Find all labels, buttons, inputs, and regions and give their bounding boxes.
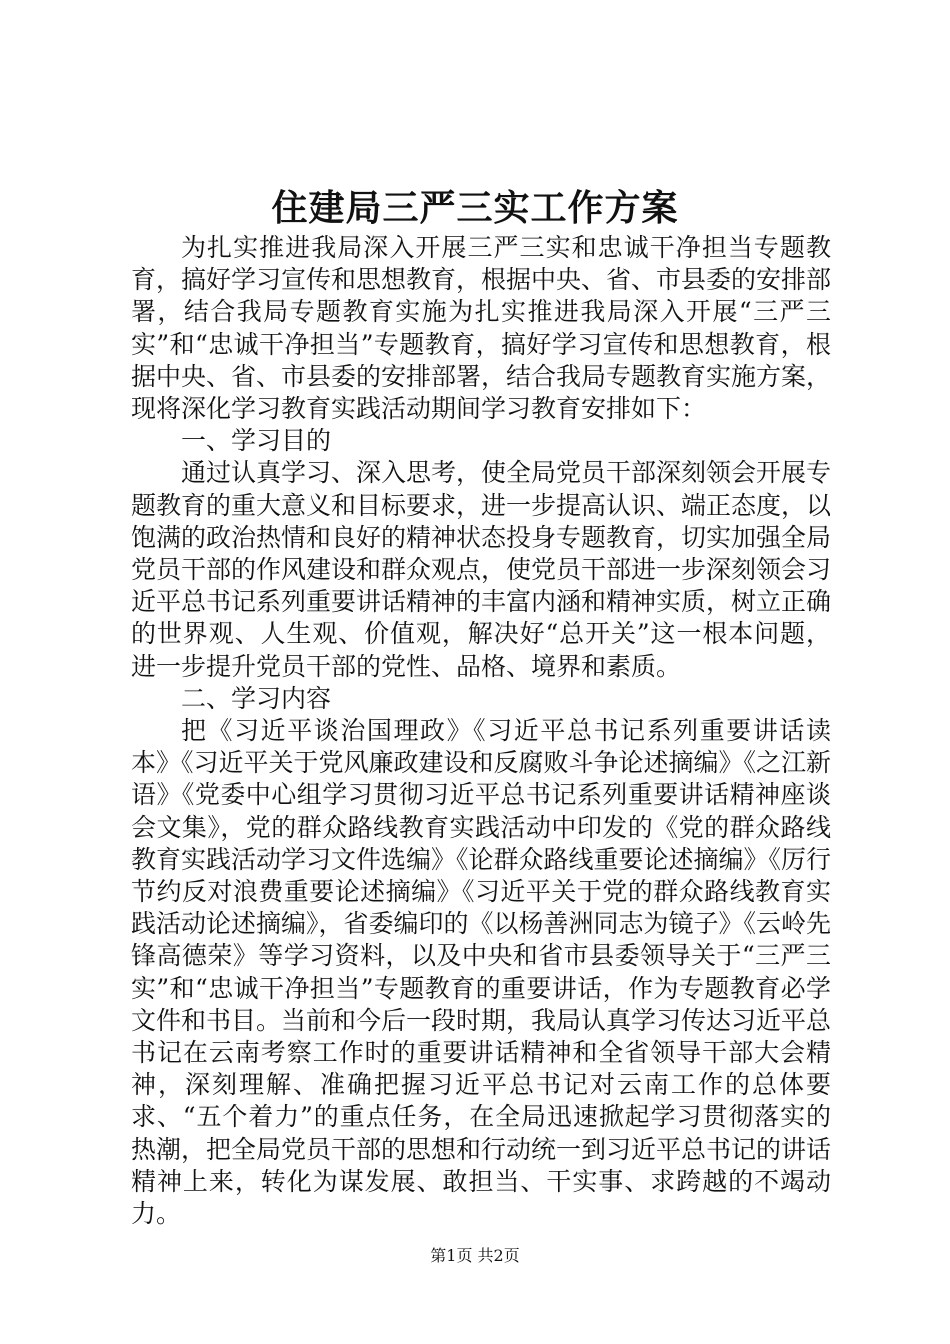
document-body — [131, 232, 831, 1230]
page-number-footer: 第1页 共2页 — [430, 1246, 520, 1265]
section-heading-study-purpose: 一、学习目的 — [181, 426, 332, 456]
section-heading-study-content: 二、学习内容 — [181, 683, 332, 713]
study-content-paragraph: 把《习近平谈治国理政》《习近平总书记系列重要讲话读本》《习近平关于党风廉政建设和反腐败斗争论述摘编》《之江新语》《党委中心组学习贯彻习近平总书记系列重要讲话精神座谈会文集》，党的群众路线教育实践活动中印发的《党的群众路线教育实践活动学习文件选编》《论群众路线重要论述摘编》《厉行节约反对浪费重要论述摘编》《习近平关于党的群众路线教育实践活动论述摘编》，省委编印的《以杨善洲同志为镜子》《云岭先锋高德荣》等学习资料，以及中央和省市县委领导关于“三严三实”和“忠诚干净担当”专题教育的重要讲话，作为专题教育必学文件和书目。当前和今后一段时期，我局认真学习传达习近平总书记在云南考察工作时的重要讲话精神和全省领导干部大会精神，深刻理解、准确把握习近平总书记对云南工作的总体要求、“五个着力”的重点任务，在全局迅速掀起学习贯彻落实的热潮，把全局党员干部的思想和行动统一到习近平总书记的讲话精神上来，转化为谋发展、敢担当、干实事、求跨越的不竭动力。 — [131, 716, 832, 1229]
study-purpose-paragraph: 通过认真学习、深入思考，使全局党员干部深刻领会开展专题教育的重大意义和目标要求，进一步提高认识、端正态度，以饱满的政治热情和良好的精神状态投身专题教育，切实加强全局党员干部的作风建设和群众观点，使党员干部进一步深刻领会习近平总书记系列重要讲话精神的丰富内涵和精神实质，树立正确的世界观、人生观、价值观，解决好“总开关”这一根本问题，进一步提升党员干部的党性、品格、境界和素质。 — [131, 458, 832, 681]
intro-paragraph: 为扎实推进我局深入开展三严三实和忠诚干净担当专题教育，搞好学习宣传和思想教育，根据中央、省、市县委的安排部署，结合我局专题教育实施为扎实推进我局深入开展“三严三实”和“忠诚干净担当”专题教育，搞好学习宣传和思想教育，根据中央、省、市县委的安排部署，结合我局专题教育实施方案，现将深化学习教育实践活动期间学习教育安排如下： — [131, 233, 832, 424]
document-title: 住建局三严三实工作方案 — [271, 187, 679, 229]
